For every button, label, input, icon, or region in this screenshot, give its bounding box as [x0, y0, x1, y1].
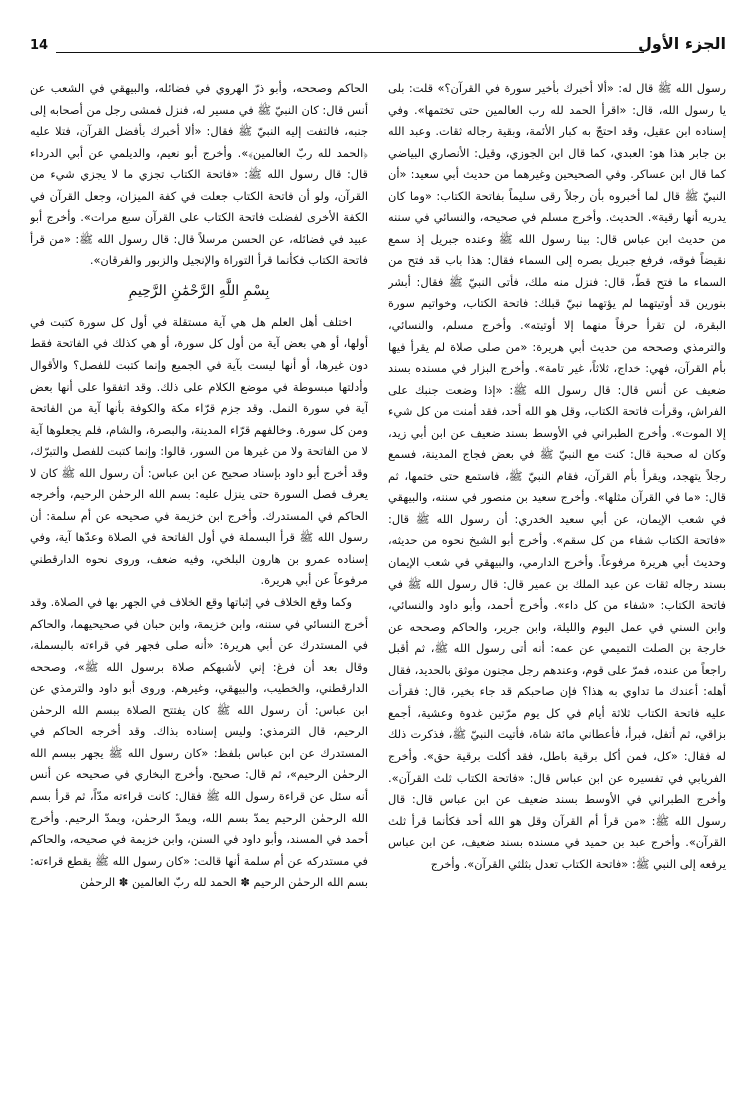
- basmala-text: بِسْمِ اللَّهِ الرَّحْمَٰنِ الرَّحِيمِ: [128, 282, 270, 299]
- left-column-paragraph-1: الحاكم وصححه، وأبو ذرّ الهروي في فضائله، والبيهقي في الشعب عن أنس قال: كان النبيّ ﷺ في مسير له، فنزل فمشى رجل من أصحابه إلى جنبه، فالتفت إليه النبيّ ﷺ فقال: «ألا أخبرك بأفضل القرآن، فتلا عليه ﴿الحمد لله ربّ العالمين﴾». وأخرج أبو نعيم، والديلمي عن أبي الدرداء قال: قال رسول الله ﷺ: «فاتحة الكتاب تجزي ما لا يجزي شيء من القرآن، ولو أن فاتحة الكتاب جعلت في كفة الميزان، وجعل القرآن في الكفة الأخرى لفضلت فاتحة الكتاب على القرآن سبع مرات». وأخرج أبو عبيد في فضائله، عن الحسن مرسلاً قال: قال رسول الله ﷺ: «من قرأ فاتحة الكتاب فكأنما قرأ التوراة والإنجيل والزبور والفرقان».: [30, 81, 368, 268]
- right-column: [388, 78, 726, 1096]
- header-rule: [56, 52, 644, 53]
- left-column-paragraph-2: اختلف أهل العلم هل هي آية مستقلة في أول كل سورة كتبت في أولها، أو هي بعض آية من أول كل سورة، أو هي كذلك في الفاتحة فقط دون غيرها، أو أنها ليست بآية في الجميع وإنما كتبت للفصل؟ والأقوال وأدلتها مبسوطة في موضع الكلام على ذلك. وقد اتفقوا على أنها بعض آية في سورة النمل. وقد جزم قرّاء مكة والكوفة بأنها آية من الفاتحة ومن كل سورة. وخالفهم قرّاء المدينة، والبصرة، والشام، فلم يجعلوها آية لا من الفاتحة ولا من غيرها من السور، قالوا: وإنما كتبت للفصل والتبرّك، وقد أخرج أبو داود بإسناد صحيح عن ابن عباس: أن رسول الله ﷺ كان لا يعرف فصل السورة حتى ينزل عليه: بسم الله الرحمٰن الرحيم، وأخرجه الحاكم في المستدرك. وأخرج ابن خزيمة في صحيحه عن أم سلمة: أن رسول الله ﷺ قرأ البسملة في أول الفاتحة في الصلاة وعدّها آية، وفي إسناده عمرو بن هارون البلخي، وفيه ضعف، وروى نحوه الدارقطني مرفوعاً عن أبي هريرة.: [30, 314, 368, 588]
- left-column-paragraph-3: وكما وقع الخلاف في إثباتها وقع الخلاف في الجهر بها في الصلاة. وقد أخرج النسائي في سننه، وابن خزيمة، وابن حبان في صحيحيهما، والحاكم في المستدرك عن أبي هريرة: «أنه صلى فجهر في قراءته بالبسملة، وقال بعد أن فرغ: إني لأشبهكم صلاة برسول الله ﷺ»، وصححه الدارقطني، والخطيب، والبيهقي، وغيرهم. وروى أبو داود والترمذي عن ابن عباس: أن رسول الله ﷺ كان يفتتح الصلاة ببسم الله الرحمٰن الرحيم، قال الترمذي: وليس إسناده بذاك. وقد أخرجه الحاكم في المستدرك عن ابن عباس بلفظ: «كان رسول الله ﷺ يجهر ببسم الله الرحمٰن الرحيم»، ثم قال: صحيح. وأخرج البخاري في صحيحه عن أنس أنه سئل عن قراءة رسول الله ﷺ فقال: كانت قراءته مدّاً، ثم قرأ بسم الله الرحمٰن الرحيم يمدّ بسم الله، ويمدّ الرحمٰن، ويمدّ الرحيم. وأخرج أحمد في المسند، وأبو داود في السنن، وابن خزيمة في صحيحه، والحاكم في مستدركه عن أم سلمة أنها قالت: «كان رسول الله ﷺ يقطع قراءته: بسم الله الرحمٰن الرحيم ✽ الحمد لله ربّ العالمين ✽ الرحمٰن: [30, 595, 368, 890]
- basmala-heading: [30, 276, 368, 306]
- left-column: [30, 78, 368, 1096]
- running-title: الجزء الأول: [638, 34, 726, 53]
- page-number: 14: [30, 38, 49, 53]
- right-column-paragraph: رسول الله ﷺ قال له: «ألا أخبرك بأخير سورة في القرآن؟» قلت: بلى يا رسول الله، قال: «اقرأ الحمد لله رب العالمين حتى تختمها». وفي إسناده ابن عقيل، وقد احتجّ به كبار الأئمة، وبقية رجاله ثقات. وعبد الله بن جابر هذا هو: العبدي، كما قال ابن الجوزي، وقيل: الأنصاري البياضي كما قال ابن عساكر. وفي الصحيحين وغيرهما من حديث أبي سعيد: «أن النبيّ ﷺ قال لما أخبروه بأن رجلاً رقى سليماً بفاتحة الكتاب: «وما كان يدريه أنها رقية». الحديث. وأخرج مسلم في صحيحه، والنسائي في سننه من حديث ابن عباس قال: بينا رسول الله ﷺ وعنده جبريل إذ سمع نقيضاً فوقه، فرفع جبريل بصره إلى السماء فقال: هذا باب قد فتح من السماء ما فتح قطّ، قال: فنزل منه ملك، فأتى النبيّ ﷺ فقال: أبشر بنورين قد أوتيتهما لم يؤتهما نبيّ قبلك: فاتحة الكتاب، وخواتيم سورة البقرة، لن تقرأ حرفاً منهما إلا أوتيته». وأخرج مسلم، والنسائي، والترمذي وصححه من حديث أبي هريرة: «من صلى صلاة لم يقرأ فيها بأم القرآن، فهي: خداج، ثلاثاً، غير تامة». وأخرج البزار في مسنده بسند ضعيف عن أنس قال: قال رسول الله ﷺ: «إذا وضعت جنبك على الفراش، وقرأت فاتحة الكتاب، وقل هو الله أحد، فقد أمنت من كل شيء إلا الموت». وأخرج الطبراني في الأوسط بسند ضعيف عن ابن أبي زيد، وكان له صحبة قال: كنت مع النبيّ ﷺ في بعض فجاج المدينة، فسمع رجلاً يتهجد، ويقرأ بأم القرآن، فقام النبيّ ﷺ، فاستمع حتى ختمها، ثم قال: «ما في القرآن مثلها». وأخرج سعيد بن منصور في سننه، والبيهقي في شعب الإيمان، عن أبي سعيد الخدري: أن رسول الله ﷺ قال: «فاتحة الكتاب شفاء من كل سقم». وأخرج أبو الشيخ نحوه من حديثه، وحديث أبي هريرة مرفوعاً. وأخرج الدارمي، والبيهقي في شعب الإيمان بسند رجاله ثقات عن عبد الملك بن عمير قال: قال رسول الله ﷺ في فاتحة الكتاب: «شفاء من كل داء». وأخرج أحمد، وأبو داود والنسائي، وابن السني في عمل اليوم والليلة، وابن جرير، والحاكم وصححه عن خارجة بن الصلت التميمي عن عمه: أنه أتى رسول الله ﷺ، ثم أقبل راجعاً من عنده، فمرّ على قوم، وعندهم رجل مجنون موثق بالحديد، فقال أهله: أعندك ما تداوي به هذا؟ فإن صاحبكم قد جاء بخير، قال: فقرأت عليه فاتحة الكتاب ثلاثة أيام في كل يوم مرّتين غدوة وعشية، أجمع بزاقي، ثم أتفل، فبرأ، فأعطاني مائة شاة، فأتيت النبيّ ﷺ، فذكرت ذلك له فقال: «كل، فمن أكل برقية باطل، فقد أكلت برقية حق». وأخرج الفريابي في تفسيره عن ابن عباس قال: «فاتحة الكتاب ثلث القرآن». وأخرج الطبراني في الأوسط بسند ضعيف عن ابن عباس قال: قال رسول الله ﷺ: «من قرأ أم القرآن وقل هو الله أحد فكأنما قرأ ثلث القرآن». وأخرج عبد بن حميد في مسنده بسند ضعيف، عن ابن عباس يرفعه إلى النبي ﷺ: «فاتحة الكتاب تعدل بثلثي القرآن». وأخرج: [388, 81, 726, 871]
- text-columns: [30, 78, 726, 1096]
- page-header: [30, 34, 726, 66]
